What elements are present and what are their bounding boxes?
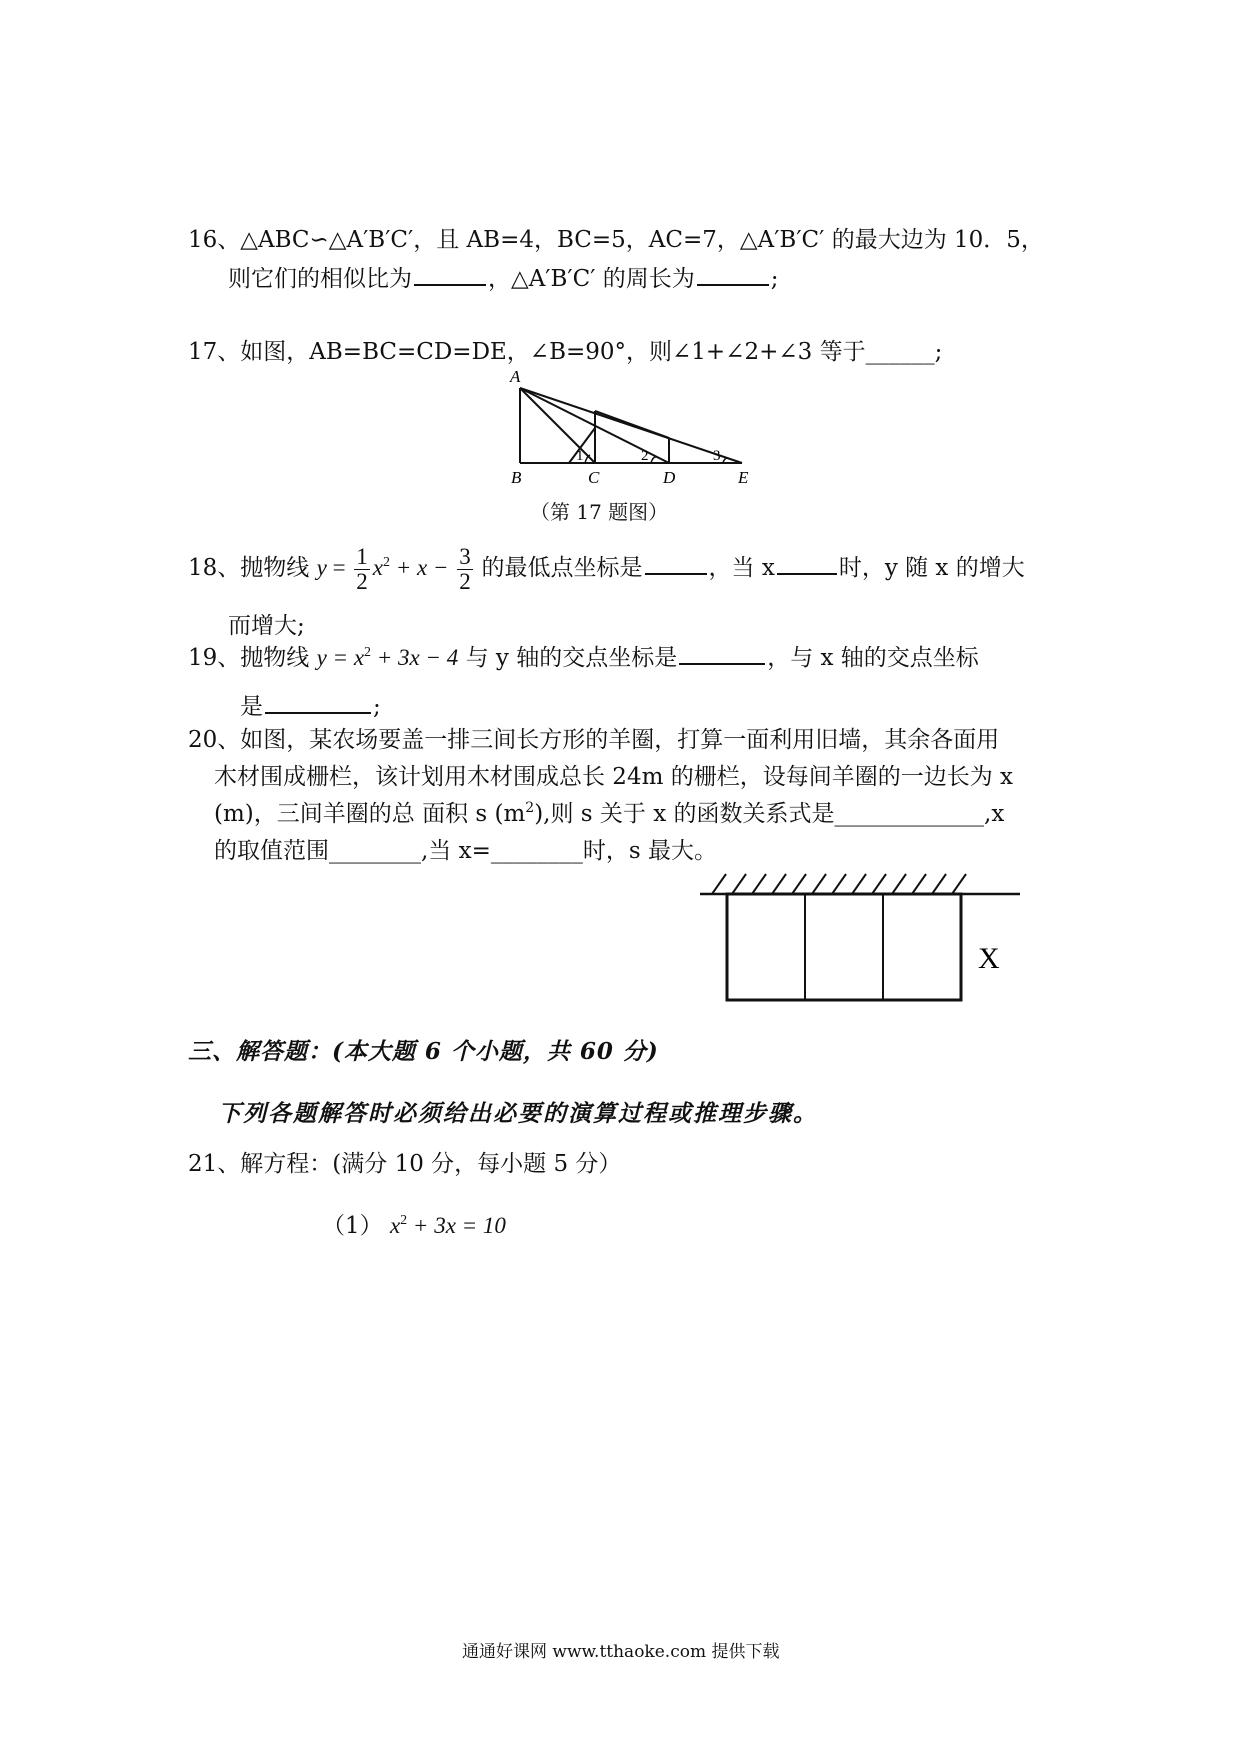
q18-equation [316,544,482,595]
q18-after: 的最低点坐标是 [481,555,643,581]
q21-sub1-label: （1） [322,1213,383,1239]
label-E: E [738,468,749,487]
section3-title: 三、解答题：(本大题 6 个小题，共 60 分) [188,1038,659,1065]
q17-caption: （第 17 题图） [530,500,669,524]
q18-frac1-num: 1 [356,544,368,570]
q19-equation [317,645,459,670]
q18-eq-mid: + x − [390,555,455,580]
q19-line2-b: ; [373,694,381,720]
q21-number: 21、 [188,1151,241,1177]
segment-AE [520,388,742,463]
q18-then: 时，y 随 x 的增大 [838,555,1025,581]
q18-eq-y: y [316,555,327,580]
q21-text: 解方程：(满分 10 分，每小题 5 分） [240,1151,622,1177]
label-angle-3: 3 [713,448,721,464]
q20-line3 [214,798,1004,830]
pen-side-label: X [978,942,1000,975]
q20-figure [690,868,1030,1008]
segment-AC [520,388,595,463]
q19-eq-exp: 2 [364,645,372,660]
q21-sub1-equation [390,1213,506,1238]
q20-line3-b: ),则 s 关于 x 的函数关系式是 [534,801,835,827]
q20-blank-function[interactable]: _____________ [834,801,985,827]
q20-text-line1: 如图，某农场要盖一排三间长方形的羊圈，打算一面利用旧墙，其余各面用 [240,727,1000,753]
label-C: C [588,468,600,487]
label-B: B [511,468,522,487]
q19-blank-y-intercept[interactable] [679,641,765,665]
q17-figure [505,368,755,488]
q21-eq-a: x [389,1213,401,1238]
q19-line2-a: 是 [240,694,263,720]
q16-text-c: ; [770,266,779,292]
q20-line2: 木材围成栅栏，该计划用木材围成总长 24m 的栅栏，设每间羊圈的一边长为 x [214,764,1013,790]
q16-blank-ratio[interactable] [414,262,486,286]
q16-text-a: 则它们的相似比为 [228,266,412,292]
wall-hatching [712,874,966,894]
q19-line2 [240,690,381,723]
q18-frac2 [457,545,473,594]
q20-line4 [214,835,717,867]
q20-line3-a: (m)，三间羊圈的总 面积 s (m [214,801,526,827]
label-angle-1: 1 [576,448,584,464]
q19-line1 [188,638,979,678]
section3-instruction: 下列各题解答时必须给出必要的演算过程或推理步骤。 [218,1100,818,1127]
q18-when: ，当 x [708,555,775,581]
q18-eq-exp: 2 [383,555,391,570]
pen-outline [727,894,961,1000]
label-angle-2: 2 [641,448,649,464]
cross-C [595,411,669,438]
q16-number: 16、 [188,227,241,253]
q20-line3-c: ,x [984,801,1005,827]
q18-frac1-den: 2 [356,569,368,595]
q19-prefix: 抛物线 [240,645,310,671]
q18-eq-equals: = [326,555,352,580]
q18-eq-x: x [372,555,384,580]
q16-text-b: ，△A′B′C′ 的周长为 [488,266,695,292]
q20-number: 20、 [188,727,241,753]
q18-line2: 而增大; [228,613,305,639]
q21-line [188,1148,621,1180]
q20-line1 [188,724,999,756]
q17-text: 如图，AB=BC=CD=DE，∠B=90°，则∠1+∠2+∠3 等于 [240,339,866,365]
q17-line [188,336,942,368]
q18-prefix: 抛物线 [240,555,310,581]
q19-blank-x-intercepts[interactable] [265,690,371,714]
q18-number: 18、 [188,555,241,581]
q16-line2 [228,262,779,295]
q20-blank-range[interactable]: ________ [329,838,421,864]
q19-number: 19、 [188,645,241,671]
q21-eq-exp: 2 [400,1213,408,1228]
q17-number: 17、 [188,339,241,365]
q18-blank-x[interactable] [777,551,837,575]
q20-line3-exp: 2 [525,800,535,816]
label-D: D [663,468,676,487]
q16-blank-perimeter[interactable] [697,262,769,286]
page-footer[interactable]: 通通好课网 www.tthaoke.com 提供下载 [462,1642,780,1662]
q20-blank-x-value[interactable]: ________ [490,838,583,864]
q20-line4-b: ,当 x= [421,838,491,864]
q20-line4-a: 的取值范围 [214,838,329,864]
q18-frac2-den: 2 [459,569,471,595]
q20-line4-c: 时，s 最大。 [582,838,717,864]
q16-line1 [188,224,1044,256]
q21-eq-b: + 3x = 10 [407,1213,506,1238]
q16-text-line1: △ABC∽△A′B′C′，且 AB=4，BC=5，AC=7，△A′B′C′ 的最大边为 10．5， [240,227,1044,253]
angle-arc-1 [585,455,590,463]
q18-line1 [188,540,1025,596]
q17-blank[interactable]: ______ [865,339,935,365]
q19-middle: 与 y 轴的交点坐标是 [465,645,678,671]
q17-end: ; [934,339,943,365]
q19-eq-b: + 3x − 4 [371,645,459,670]
q21-sub1 [322,1210,506,1242]
q19-eq-a: y = x [316,645,365,670]
q18-blank-vertex[interactable] [645,551,707,575]
q18-frac1 [354,545,370,594]
q19-tail: ，与 x 轴的交点坐标 [767,645,979,671]
q18-frac2-num: 3 [459,544,471,570]
label-A: A [510,368,521,386]
